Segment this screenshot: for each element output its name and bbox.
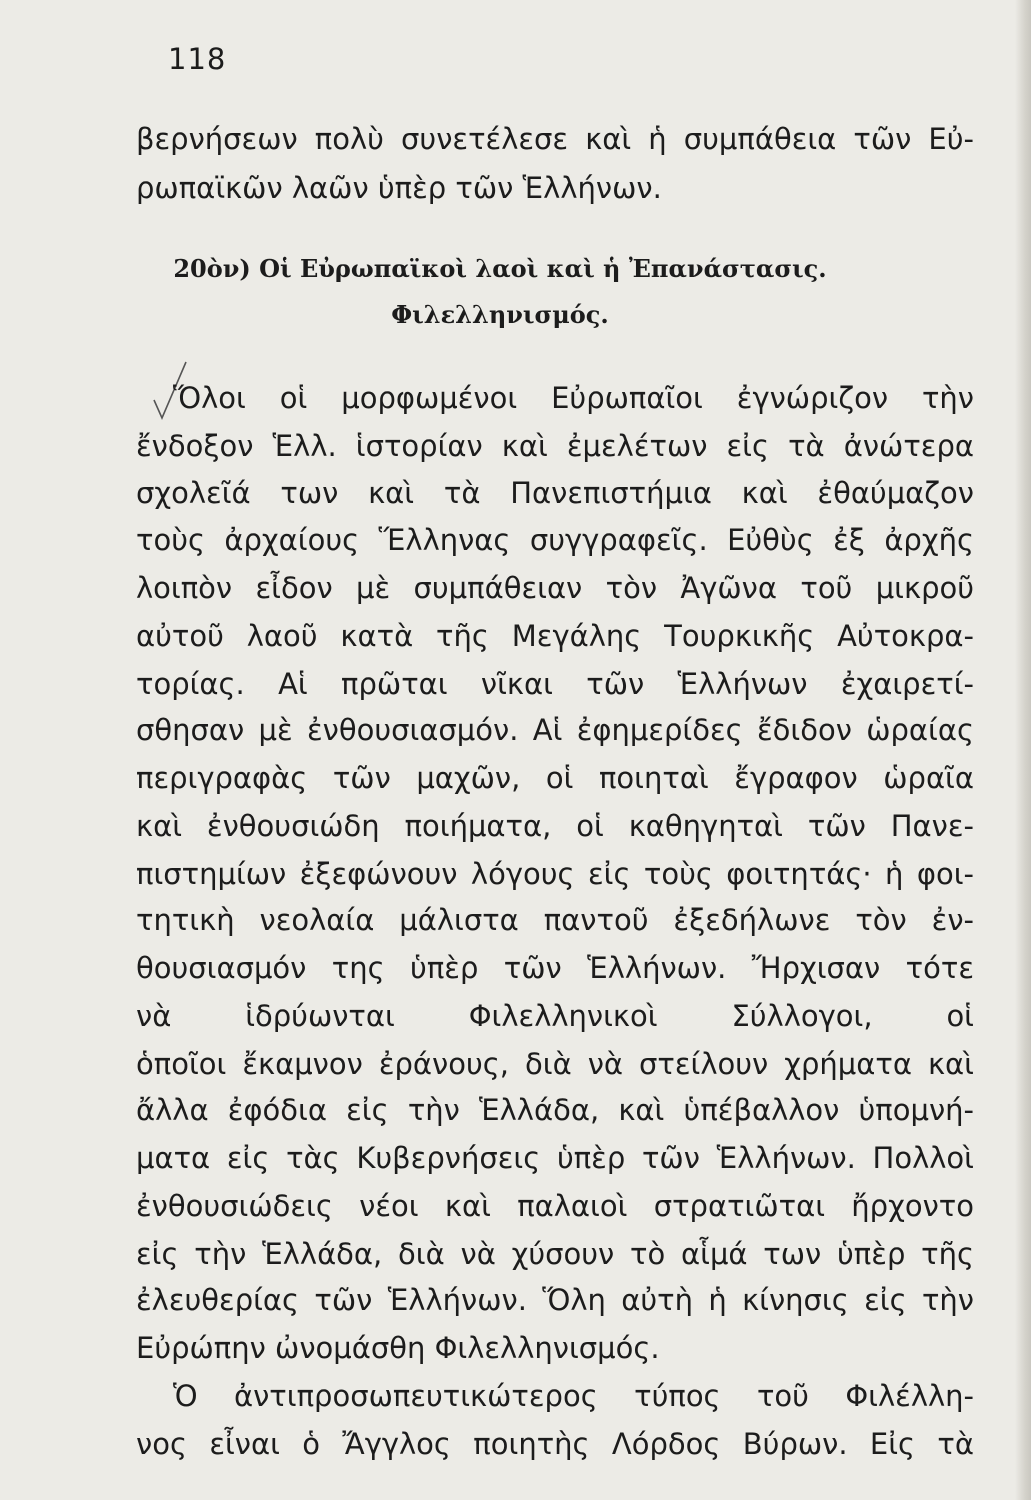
text-line: τοὺς ἀρχαίους Ἕλληνας συγγραφεῖς. Εὐθὺς ἐξ ἀρχῆς bbox=[136, 523, 974, 557]
text-line: βερνήσεων πολὺ συνετέλεσε καὶ ἡ συμπάθεια τῶν Εὐ- bbox=[136, 122, 974, 156]
page-number: 118 bbox=[168, 42, 227, 76]
text-line: ματα εἰς τὰς Κυβερνήσεις ὑπὲρ τῶν Ἑλλήνων. Πολλοὶ bbox=[136, 1141, 974, 1175]
text-line: λοιπὸν εἶδον μὲ συμπάθειαν τὸν Ἀγῶνα τοῦ μικροῦ bbox=[136, 571, 974, 605]
text-line: περιγραφὰς τῶν μαχῶν, οἱ ποιηταὶ ἔγραφον ὡραῖα bbox=[136, 761, 974, 795]
text-line: ἐνθουσιώδεις νέοι καὶ παλαιοὶ στρατιῶται ἤρχοντο bbox=[136, 1189, 974, 1223]
text-line: τητικὴ νεολαία μάλιστα παντοῦ ἐξεδήλωνε τὸν ἐν- bbox=[136, 903, 974, 937]
text-line: ἄλλα ἐφόδια εἰς τὴν Ἑλλάδα, καὶ ὑπέβαλλον ὑπομνή- bbox=[136, 1093, 974, 1127]
text-line: θουσιασμόν της ὑπὲρ τῶν Ἑλλήνων. Ἤρχισαν τότε bbox=[136, 951, 974, 985]
text-line: Ὅλοι οἱ μορφωμένοι Εὐρωπαῖοι ἐγνώριζον τὴν bbox=[173, 381, 974, 415]
text-line: ἐλευθερίας τῶν Ἑλλήνων. Ὅλη αὐτὴ ἡ κίνησις εἰς τὴν bbox=[136, 1283, 974, 1317]
text-line: εἰς τὴν Ἑλλάδα, διὰ νὰ χύσουν τὸ αἷμά των ὑπὲρ τῆς bbox=[136, 1237, 974, 1271]
text-line: νος εἶναι ὁ Ἄγγλος ποιητὴς Λόρδος Βύρων. Εἰς τὰ bbox=[136, 1427, 974, 1461]
text-line: αὐτοῦ λαοῦ κατὰ τῆς Μεγάλης Τουρκικῆς Αὐτοκρα- bbox=[136, 619, 974, 653]
section-heading: 20ὸν) Οἱ Εὐρωπαϊκοὶ λαοὶ καὶ ἡ Ἐπανάστασις. bbox=[173, 254, 827, 283]
text-line: ὁποῖοι ἔκαμνον ἐράνους, διὰ νὰ στείλουν χρήματα καὶ bbox=[136, 1047, 974, 1081]
text-line: νὰ ἱδρύωνται Φιλελληνικοὶ Σύλλογοι, οἱ bbox=[136, 999, 974, 1033]
text-line: καὶ ἐνθουσιώδη ποιήματα, οἱ καθηγηταὶ τῶν Πανε- bbox=[136, 809, 974, 843]
page-edge-shadow bbox=[1015, 0, 1031, 1500]
text-line: ἔνδοξον Ἑλλ. ἱστορίαν καὶ ἐμελέτων εἰς τὰ ἀνώτερα bbox=[136, 429, 974, 463]
text-line: σχολεῖά των καὶ τὰ Πανεπιστήμια καὶ ἐθαύμαζον bbox=[136, 476, 974, 510]
text-line: σθησαν μὲ ἐνθουσιασμόν. Αἱ ἐφημερίδες ἔδιδον ὡραίας bbox=[136, 713, 974, 747]
text-line: ρωπαϊκῶν λαῶν ὑπὲρ τῶν Ἑλλήνων. bbox=[136, 171, 662, 205]
text-line: τορίας. Αἱ πρῶται νῖκαι τῶν Ἑλλήνων ἐχαιρετί- bbox=[136, 667, 974, 701]
text-line: Εὐρώπην ὠνομάσθη Φιλελληνισμός. bbox=[136, 1331, 660, 1365]
section-subheading: Φιλελληνισμός. bbox=[391, 300, 609, 329]
text-line: πιστημίων ἐξεφώνουν λόγους εἰς τοὺς φοιτητάς· ἡ φοι- bbox=[136, 857, 974, 891]
text-line: Ὁ ἀντιπροσωπευτικώτερος τύπος τοῦ Φιλέλλη- bbox=[173, 1379, 974, 1413]
